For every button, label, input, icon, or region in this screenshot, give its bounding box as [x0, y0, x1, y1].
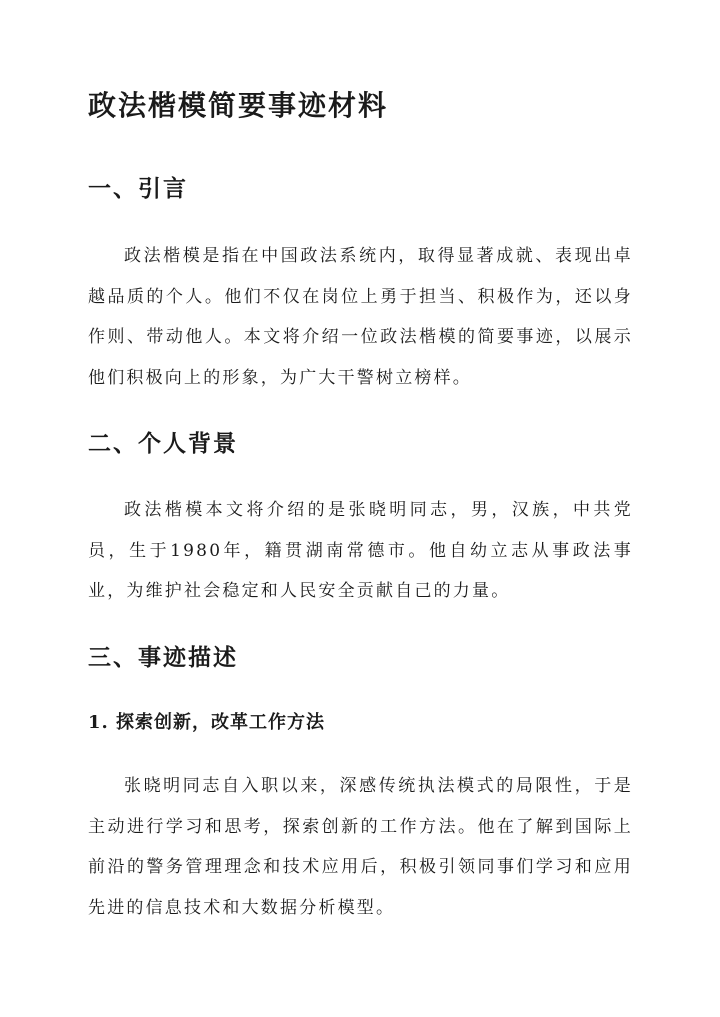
section-heading-deeds: 三、事迹描述 — [88, 644, 238, 671]
subsection-paragraph-innovation: 张晓明同志自入职以来，深感传统执法模式的局限性，于是主动进行学习和思考，探索创新的工作方法。他在了解到国际上前沿的警务管理理念和技术应用后，积极引领同事们学习和应用先进的信息技术和大数据分析模型。 — [88, 776, 633, 918]
section-paragraph-introduction: 政法楷模是指在中国政法系统内，取得显著成就、表现出卓越品质的个人。他们不仅在岗位上勇于担当、积极作为，还以身作则、带动他人。本文将介绍一位政法楷模的简要事迹，以展示他们积极向上的形象，为广大干警树立榜样。 — [88, 246, 633, 388]
section-paragraph-background: 政法楷模本文将介绍的是张晓明同志，男，汉族，中共党员，生于1980年，籍贯湖南常德市。他自幼立志从事政法事业，为维护社会稳定和人民安全贡献自己的力量。 — [88, 500, 633, 601]
section-heading-background: 二、个人背景 — [88, 430, 238, 457]
subsection-heading-innovation: 1. 探索创新，改革工作方法 — [88, 712, 326, 733]
document-title: 政法楷模简要事迹材料 — [88, 89, 389, 122]
section-heading-introduction: 一、引言 — [88, 175, 188, 202]
